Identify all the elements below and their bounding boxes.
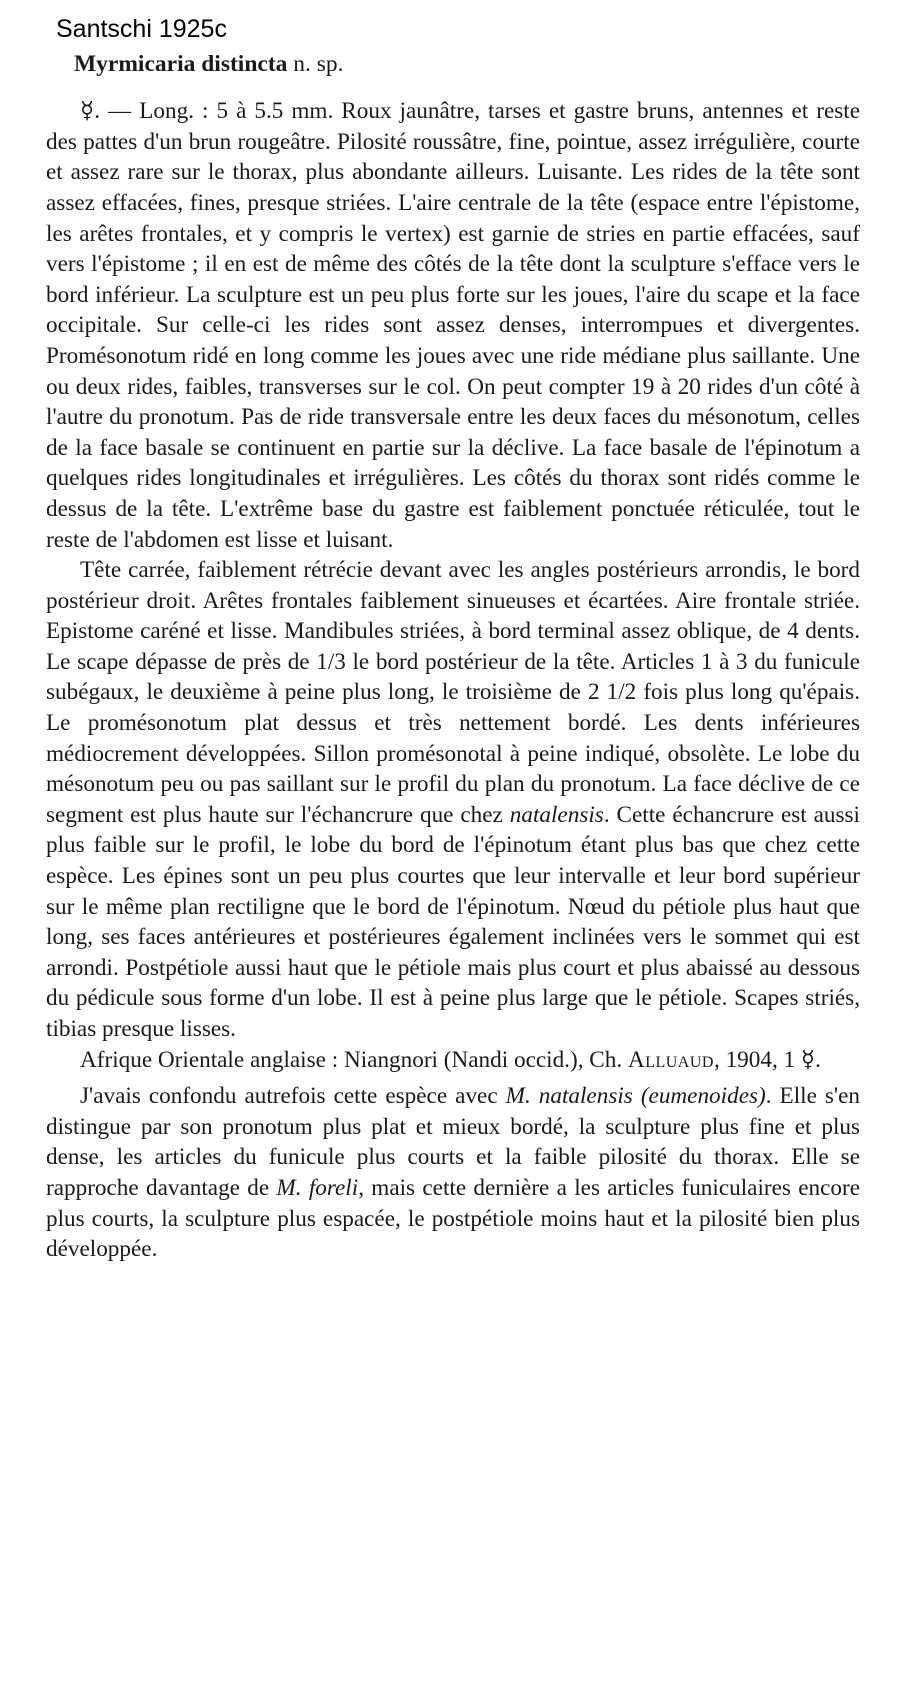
- italic-species-name: M. natalensis (eumenoides): [505, 1083, 766, 1110]
- paragraph-text: J'avais confondu autrefois cette espèce avec: [80, 1083, 506, 1110]
- paragraph-text: , mais cette dernière a les articles funiculaires encore plus courts, la sculpture plus espacée, le postpétiole moins haut et la pilosité bien plus développée.: [46, 1174, 860, 1263]
- paragraph-text: Tête carrée, faiblement rétrécie devant avec les angles postérieurs arrondis, le bord postérieur droit. Arêtes frontales faiblement sinueuses et écartées. Aire frontale striée. Epistome caréné et lisse. Mandibules striées, à bord terminal assez oblique, de 4 dents. Le scape dépasse de près de 1/3 le bord postérieur de la tête. Articles 1 à 3 du funicule subégaux, le deuxième à peine plus long, le troisième de 2 1/2 fois plus long qu'épais. Le promésonotum plat dessus et très nettement bordé. Les dents inférieures médiocrement développées. Sillon promésonotal à peine indiqué, obsolète. Le lobe du mésonotum peu ou pas saillant sur le profil du plan du pronotum. La face déclive de ce segment est plus haute sur l'échancrure que chez: [46, 557, 860, 828]
- paragraph-text: Afrique Orientale anglaise : Niangnori (Nandi occid.), Ch.: [80, 1046, 628, 1073]
- paragraph-worker-description: [46, 96, 860, 555]
- paragraph-comparison: [46, 1081, 860, 1265]
- paragraph-text: . Cette échancrure est aussi plus faible sur le profil, le lobe du bord de l'épinotum étant plus bas que chez cette espèce. Les épines sont un peu plus courtes que leur intervalle et leur bord supérieur sur le même plan rectiligne que le bord de l'épinotum. Nœud du pétiole plus haut que long, ses faces antérieures et postérieures également inclinées vers le sommet qui est arrondi. Postpétiole aussi haut que le pétiole mais plus court et plus abaissé au dessous du pédicule sous forme d'un lobe. Il est à peine plus large que le pétiole. Scapes striés, tibias presque lisses.: [46, 801, 860, 1042]
- paragraph-text: ☿. — Long. : 5 à 5.5 mm. Roux jaunâtre, tarses et gastre bruns, antennes et reste des pattes d'un brun rougeâtre. Pilosité roussâtre, fine, pointue, assez irrégulière, courte et assez rare sur le thorax, plus abondante ailleurs. Luisante. Les rides de la tête sont assez effacées, fines, presque striées. L'aire centrale de la tête (espace entre l'épistome, les arêtes frontales, et y compris le vertex) est garnie de stries en partie effacées, sauf vers l'épistome ; il en est de même des côtés de la tête dont la sculpture s'efface vers le bord inférieur. La sculpture est un peu plus forte sur les joues, l'aire du scape et la face occipitale. Sur celle-ci les rides sont assez denses, interrompues et divergentes. Promésonotum ridé en long comme les joues avec une ride médiane plus saillante. Une ou deux rides, faibles, transverses sur le col. On peut compter 19 à 20 rides d'un côté à l'autre du pronotum. Pas de ride transversale entre les deux faces du mésonotum, celles de la face basale se continuent en partie sur la déclive. La face basale de l'épinotum a quelques rides longitudinales et irrégulières. Les côtés du thorax sont ridés comme le dessus de la tête. L'extrême base du gastre est faiblement ponctuée réticulée, tout le reste de l'abdomen est lisse et luisant.: [46, 98, 860, 553]
- species-name: Myrmicaria distincta: [74, 51, 288, 77]
- paragraph-text: . Elle s'en distingue par son pronotum plus plat et mieux bordé, la sculpture plus fine et plus dense, les articles du funicule plus courts et la faible pilosité du thorax. Elle se rapproche davantage de: [46, 1083, 860, 1201]
- paragraph-locality: [46, 1045, 860, 1076]
- new-species-suffix: n. sp.: [287, 51, 344, 77]
- paragraph-text: , 1904, 1 ☿.: [713, 1046, 821, 1073]
- citation-label: Santschi 1925c: [56, 15, 227, 43]
- description-body: [46, 96, 860, 1265]
- collector-name: Alluaud: [627, 1046, 714, 1073]
- italic-species-name: M. foreli: [276, 1174, 359, 1201]
- species-heading: [74, 50, 860, 78]
- italic-species-name: natalensis: [509, 801, 604, 828]
- paragraph-morphology: [46, 555, 860, 1045]
